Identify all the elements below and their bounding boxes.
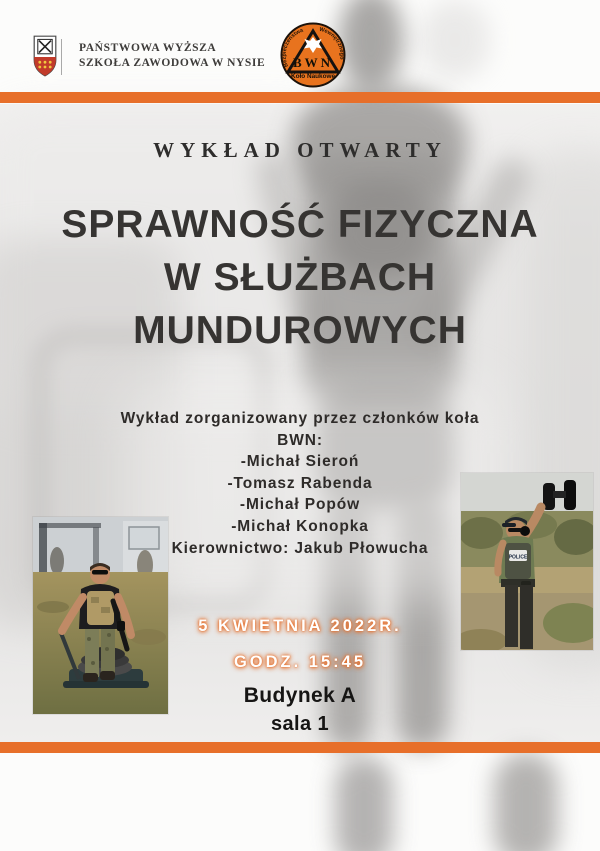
event-building: Budynek A [243,684,357,707]
bwn-acronym: BWN [292,55,334,70]
organizers-block [0,408,600,559]
bwn-club-logo [280,22,346,88]
poster-header [0,0,600,92]
header-divider [61,39,62,75]
police-vest-patch: POLICE [508,554,528,561]
university-crest-icon [33,35,57,77]
background-figure-right-foot [494,752,558,851]
organizer-member: -Michał Konopka [231,517,369,535]
bwn-arc-right-text: Wewnętrznego [318,26,345,60]
organizer-member: -Michał Popów [239,496,361,514]
organizers-intro: Wykład zorganizowany przez członków koła [120,410,480,427]
bwn-arc-left-text: Bezpieczeństwa [281,27,305,68]
university-name-line1: PAŃSTWOWA WYŻSZA [79,42,217,54]
organizers-club: BWN: [277,431,323,449]
event-time: GODZ. 15:45 [233,653,367,671]
title-line-2: W SŁUŻBACH [163,256,437,299]
event-datetime [0,608,600,680]
top-accent-bar [0,92,600,103]
bottom-accent-bar [0,742,600,753]
event-date: 5 KWIETNIA 2022R. [198,617,402,635]
poster-title [0,198,600,357]
event-room: sala 1 [270,713,329,735]
bwn-caption: Koło Naukowe [290,73,336,80]
kicker-heading: WYKŁAD OTWARTY [153,138,447,162]
organizer-member: -Michał Sieroń [240,453,360,471]
organizer-member: -Tomasz Rabenda [227,474,373,492]
background-figure-left-foot [335,756,393,851]
title-line-1: SPRAWNOŚĆ FIZYCZNA [61,203,539,246]
university-name-line2: SZKOŁA ZAWODOWA W NYSIE [79,57,266,69]
title-line-3: MUNDUROWYCH [133,309,467,352]
university-name [79,41,265,71]
organizers-management: Kierownictwo: Jakub Płowucha [171,539,429,557]
